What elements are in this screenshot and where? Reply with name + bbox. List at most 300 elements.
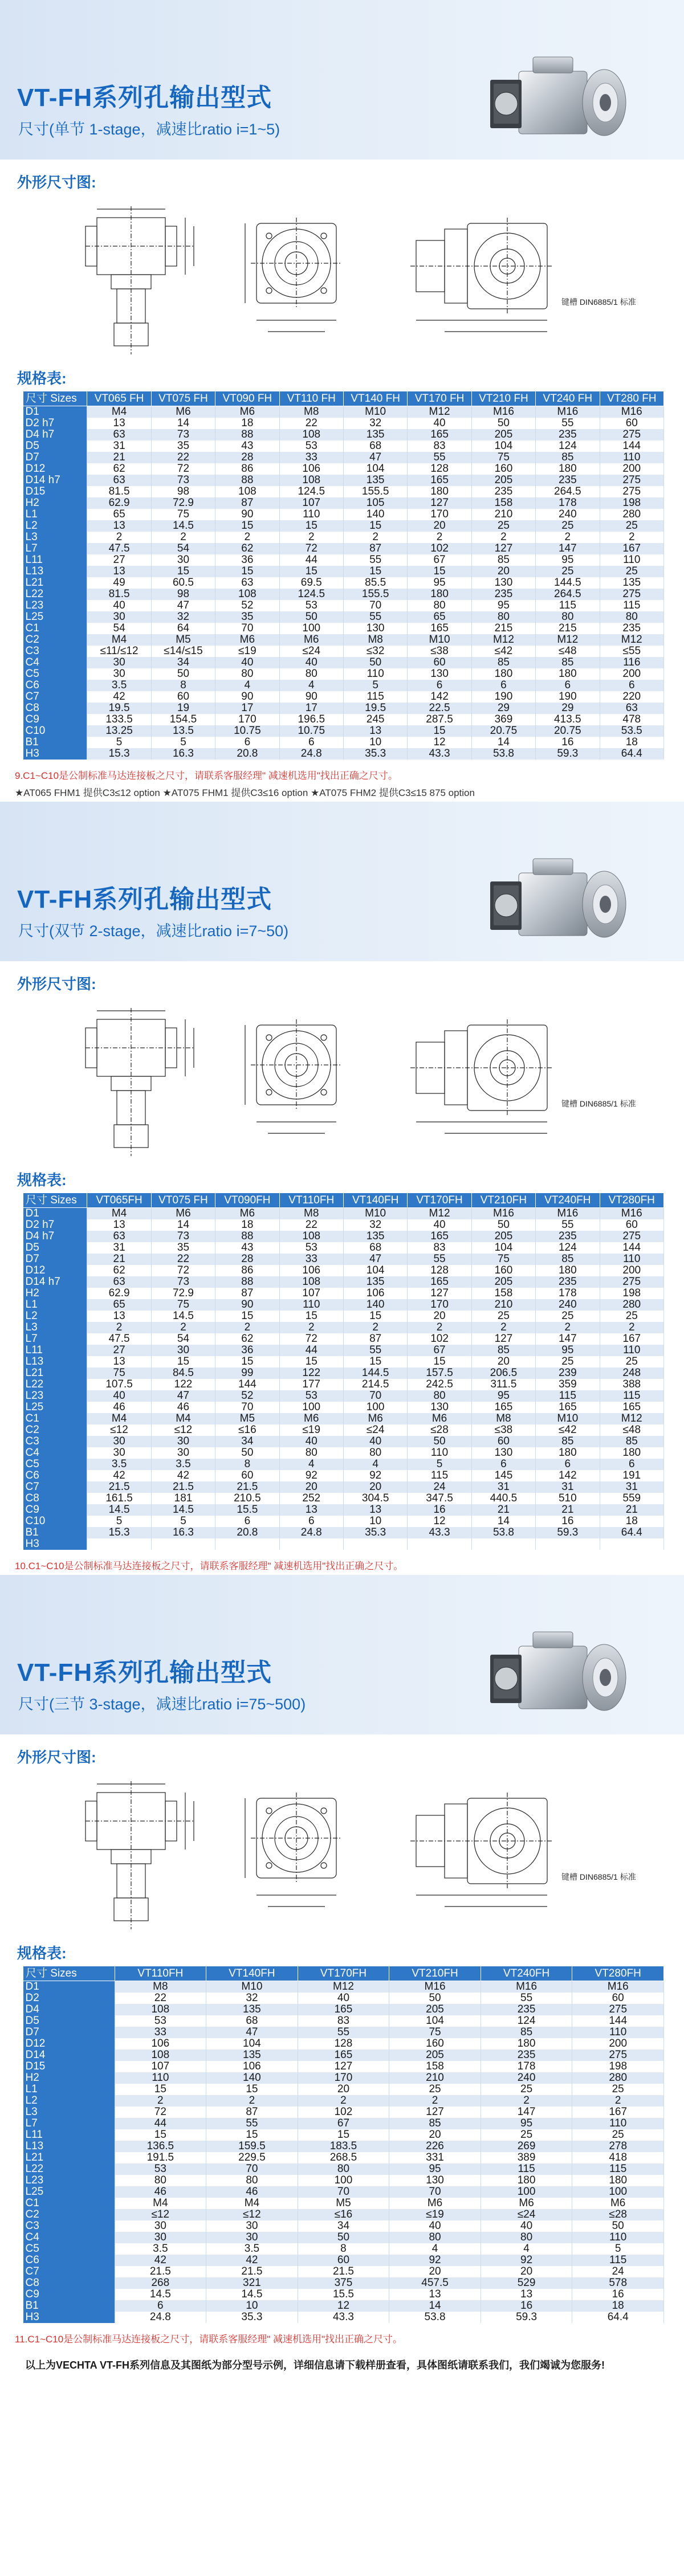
spec-table-header-row <box>23 1193 664 1208</box>
dimension-value-cell: 13 <box>87 1219 151 1231</box>
model-column-header: VT110 FH <box>279 391 343 406</box>
dimension-value-cell: M10 <box>343 1208 407 1220</box>
dimension-value-cell: 180 <box>481 2038 572 2050</box>
dimension-value-cell: 210.5 <box>215 1493 279 1504</box>
dimension-value-cell: ≤38 <box>471 1424 535 1436</box>
dimension-value-cell: 30 <box>87 657 151 668</box>
dimension-value-cell: 22.5 <box>408 703 471 714</box>
dimension-label-cell: L23 <box>23 600 87 611</box>
section-subtitle: 尺寸(三节 3-stage，减速比ratio i=75~500) <box>18 1696 306 1713</box>
dimension-value-cell <box>536 1538 600 1550</box>
dimension-label-cell: B1 <box>23 1527 87 1538</box>
dimension-label-cell: D7 <box>23 1254 87 1265</box>
dimension-value-cell: 6 <box>279 737 343 748</box>
dimension-value-cell: 30 <box>87 668 151 680</box>
dimension-value-cell: M4 <box>87 1413 151 1424</box>
spec-section-3 <box>0 1575 684 2348</box>
dimension-label-cell: D7 <box>23 2027 115 2038</box>
table-row <box>23 1470 664 1481</box>
dimension-value-cell: 158 <box>471 497 535 509</box>
table-row <box>23 1311 664 1322</box>
dimension-value-cell: 62 <box>215 543 279 554</box>
dimension-value-cell: 25 <box>572 2084 664 2095</box>
dimension-value-cell: 142 <box>408 691 471 703</box>
table-row <box>23 680 664 691</box>
dimension-value-cell: 159.5 <box>206 2141 298 2152</box>
dimension-value-cell: ≤19 <box>215 646 279 657</box>
dimension-value-cell: 2 <box>481 2095 572 2106</box>
dimension-value-cell: 31 <box>87 440 151 452</box>
dimension-value-cell: 140 <box>343 509 407 520</box>
table-row <box>23 2255 664 2266</box>
dimension-value-cell: 20.8 <box>215 748 279 760</box>
dimension-value-cell: 34 <box>298 2220 389 2232</box>
dimension-value-cell: M10 <box>536 1413 600 1424</box>
dimension-value-cell: 14.5 <box>151 520 215 532</box>
dimension-value-cell: 135 <box>206 2004 298 2015</box>
dimension-value-cell: 205 <box>471 1231 535 1242</box>
dimension-value-cell: 3.5 <box>87 1459 151 1470</box>
dimension-value-cell: 240 <box>536 509 600 520</box>
dimension-value-cell: 2 <box>389 2095 481 2106</box>
dimension-label-cell: C7 <box>23 691 87 703</box>
dimension-label-cell: C8 <box>23 2277 115 2289</box>
dimension-value-cell: 235 <box>471 589 535 600</box>
table-row <box>23 2072 664 2084</box>
dimension-value-cell: 32 <box>343 418 407 429</box>
dimension-value-cell: 25 <box>600 566 663 577</box>
dimension-value-cell: 127 <box>471 543 535 554</box>
dimension-value-cell: 3.5 <box>206 2243 298 2255</box>
dimension-label-cell: D4 h7 <box>23 429 87 440</box>
dimension-value-cell: 68 <box>343 1242 407 1254</box>
dimension-value-cell: 478 <box>600 714 663 725</box>
dimension-label-cell: C3 <box>23 646 87 657</box>
dimension-value-cell: 2 <box>151 532 215 543</box>
dimension-value-cell: 108 <box>215 486 279 497</box>
dimension-drawings <box>17 997 667 1167</box>
dimension-value-cell: 20 <box>279 1481 343 1493</box>
dimension-label-cell: L23 <box>23 2175 115 2186</box>
dimension-value-cell: 13 <box>481 2289 572 2300</box>
dimension-value-cell: 75 <box>471 452 535 463</box>
flange-front-view-drawing <box>239 1008 353 1150</box>
dimension-value-cell: 60.5 <box>151 577 215 589</box>
dimension-label-cell: H3 <box>23 748 87 760</box>
dimension-value-cell: 106 <box>343 1288 407 1299</box>
dimension-value-cell: 108 <box>215 589 279 600</box>
dimension-value-cell: 210 <box>471 509 535 520</box>
dimension-value-cell: 136.5 <box>115 2141 206 2152</box>
dimension-value-cell: 73 <box>151 429 215 440</box>
dimension-label-cell: L11 <box>23 2129 115 2141</box>
dimension-value-cell: 95 <box>471 600 535 611</box>
dimension-value-cell: 178 <box>536 497 600 509</box>
dimension-value-cell: 99 <box>215 1367 279 1379</box>
dimension-value-cell: 242.5 <box>408 1379 471 1390</box>
dimension-value-cell: 14.5 <box>206 2289 298 2300</box>
dimension-label-cell: C9 <box>23 714 87 725</box>
dimension-value-cell: 40 <box>343 1436 407 1447</box>
dimension-label-cell: C8 <box>23 703 87 714</box>
dimension-value-cell: 22 <box>151 452 215 463</box>
dimension-value-cell: 115 <box>600 1390 663 1402</box>
dimension-value-cell: 80 <box>343 1447 407 1459</box>
dimension-label-cell: C9 <box>23 2289 115 2300</box>
dimension-value-cell: 19.5 <box>87 703 151 714</box>
dimension-value-cell: 53 <box>279 1390 343 1402</box>
dimension-label-cell: C4 <box>23 2232 115 2243</box>
dimension-value-cell: 40 <box>279 1436 343 1447</box>
dimension-value-cell: 100 <box>279 623 343 634</box>
dimension-value-cell: 275 <box>572 2004 664 2015</box>
dimension-label-cell: L7 <box>23 1333 87 1345</box>
dimension-value-cell: 52 <box>215 1390 279 1402</box>
dimension-value-cell: 124 <box>536 440 600 452</box>
dimension-value-cell: 28 <box>215 452 279 463</box>
dimension-value-cell: 85 <box>471 657 535 668</box>
dimension-value-cell: 165 <box>408 1276 471 1288</box>
dimension-value-cell: 75 <box>389 2027 481 2038</box>
dimension-value-cell: M4 <box>87 406 151 418</box>
dimension-value-cell: 80 <box>408 1390 471 1402</box>
dimension-value-cell: 15 <box>298 2129 389 2141</box>
side-view-drawing <box>63 195 217 360</box>
dimension-label-cell: D2 h7 <box>23 418 87 429</box>
spec-note-text: ★AT065 FHM1 提供C3≤12 option ★AT075 FHM1 提供C3≤16 option ★AT075 FHM2 提供C3≤15 875 option <box>15 787 475 798</box>
dimension-value-cell: 264.5 <box>536 589 600 600</box>
table-row <box>23 725 664 737</box>
dimension-value-cell: 87 <box>215 497 279 509</box>
dimension-value-cell: 205 <box>471 429 535 440</box>
model-column-header: VT170 FH <box>408 391 471 406</box>
dimension-value-cell: 122 <box>279 1367 343 1379</box>
dimension-value-cell: 155.5 <box>343 486 407 497</box>
dimension-value-cell: 180 <box>408 486 471 497</box>
dimension-value-cell: 275 <box>600 486 663 497</box>
dimension-value-cell: M10 <box>206 1981 298 1993</box>
table-row <box>23 1356 664 1367</box>
dimension-value-cell: 19.5 <box>343 703 407 714</box>
dimension-label-cell: C5 <box>23 1459 87 1470</box>
table-row <box>23 2220 664 2232</box>
dimension-value-cell: 15 <box>151 566 215 577</box>
dimension-value-cell: 95 <box>389 2163 481 2175</box>
dimension-value-cell: 235 <box>471 486 535 497</box>
dimension-value-cell: 60 <box>408 657 471 668</box>
dimension-value-cell: 67 <box>408 1345 471 1356</box>
dimension-value-cell: 280 <box>572 2072 664 2084</box>
section-banner <box>0 1575 684 1734</box>
dimension-value-cell: 50 <box>343 657 407 668</box>
dimension-value-cell: 70 <box>215 623 279 634</box>
dimension-value-cell: 142 <box>536 1470 600 1481</box>
table-row <box>23 748 664 760</box>
dimension-value-cell: 53.8 <box>471 748 535 760</box>
table-row <box>23 418 664 429</box>
spec-note-text: 9.C1~C10是公制标准马达连接板之尺寸，请联系客服经理" 减速机选用"找出正确之尺寸。 <box>15 770 398 781</box>
drawing-heading: 外形尺寸图: <box>17 1749 96 1766</box>
dimension-value-cell: 180 <box>536 668 600 680</box>
dimension-value-cell: 6 <box>471 1459 535 1470</box>
dimension-value-cell: 235 <box>600 623 663 634</box>
table-row <box>23 2027 664 2038</box>
dimension-value-cell <box>471 1538 535 1550</box>
dimension-value-cell: 2 <box>408 532 471 543</box>
dimension-value-cell: 80 <box>389 2232 481 2243</box>
dimension-value-cell: 413.5 <box>536 714 600 725</box>
dimension-value-cell: 25 <box>389 2084 481 2095</box>
dimension-label-cell: D2 h7 <box>23 1219 87 1231</box>
dimension-label-cell: D14 h7 <box>23 1276 87 1288</box>
dimension-value-cell: 62.9 <box>87 1288 151 1299</box>
dimension-value-cell: 154.5 <box>151 714 215 725</box>
dimension-value-cell: 2 <box>600 1322 663 1333</box>
dimension-value-cell: 27 <box>87 1345 151 1356</box>
model-column-header: VT240FH <box>536 1193 600 1208</box>
table-row <box>23 2106 664 2118</box>
model-column-header: VT280FH <box>572 1966 664 1981</box>
section-banner <box>0 802 684 961</box>
dimension-label-cell: L21 <box>23 577 87 589</box>
dimension-label-cell: L21 <box>23 1367 87 1379</box>
dimension-value-cell: 81.5 <box>87 589 151 600</box>
table-row <box>23 463 664 475</box>
dimension-value-cell: 268.5 <box>298 2152 389 2163</box>
dimension-value-cell: 32 <box>151 611 215 623</box>
dimension-value-cell: 10.75 <box>279 725 343 737</box>
dimension-value-cell: 12 <box>298 2300 389 2312</box>
table-row <box>23 634 664 646</box>
dimension-value-cell: 275 <box>600 589 663 600</box>
dimension-value-cell: 54 <box>151 1333 215 1345</box>
dimension-value-cell: 14 <box>151 1219 215 1231</box>
dimension-value-cell: 50 <box>389 1993 481 2004</box>
dimension-label-cell: L21 <box>23 2152 115 2163</box>
dimension-value-cell: ≤12 <box>115 2209 206 2220</box>
dimension-value-cell: 14.5 <box>87 1504 151 1516</box>
dimension-value-cell: 62 <box>87 463 151 475</box>
dimension-value-cell: 80 <box>279 1447 343 1459</box>
dimension-value-cell: 80 <box>408 600 471 611</box>
dimension-value-cell: 180 <box>536 1447 600 1459</box>
dimension-value-cell: 10 <box>343 737 407 748</box>
spec-notes <box>0 2323 684 2348</box>
dimension-value-cell: M6 <box>151 406 215 418</box>
dimension-value-cell: 13 <box>343 725 407 737</box>
dimension-value-cell: M6 <box>215 1208 279 1220</box>
dimension-value-cell: 85 <box>471 554 535 566</box>
table-row <box>23 2198 664 2209</box>
dimension-value-cell: 110 <box>279 1299 343 1311</box>
table-row <box>23 1402 664 1413</box>
dimension-value-cell: 196.5 <box>279 714 343 725</box>
dimension-value-cell: 12 <box>408 737 471 748</box>
dimension-label-cell: C1 <box>23 623 87 634</box>
dimension-value-cell: 104 <box>389 2015 481 2027</box>
spec-heading: 规格表: <box>17 1171 67 1189</box>
section-title: VT-FH系列孔输出型式 <box>17 885 272 913</box>
dimension-value-cell: 375 <box>298 2277 389 2289</box>
dimension-value-cell: 128 <box>408 463 471 475</box>
dimension-value-cell <box>215 1538 279 1550</box>
flange-front-view-drawing <box>239 206 353 349</box>
dimension-value-cell: M6 <box>279 634 343 646</box>
dimension-value-cell: M6 <box>279 1413 343 1424</box>
dimension-value-cell: 46 <box>206 2186 298 2198</box>
table-row <box>23 1504 664 1516</box>
table-row <box>23 2277 664 2289</box>
dimension-value-cell: 280 <box>600 509 663 520</box>
dimension-value-cell: 85 <box>536 657 600 668</box>
dimension-value-cell: 165 <box>408 1231 471 1242</box>
dimension-value-cell: 167 <box>600 1333 663 1345</box>
dimension-value-cell: 104 <box>471 1242 535 1254</box>
dimension-value-cell: 72.9 <box>151 497 215 509</box>
spec-note-text: 11.C1~C10是公制标准马达连接板之尺寸，请联系客服经理" 减速机选用"找出正确之尺寸。 <box>15 2334 403 2345</box>
dimension-value-cell: 25 <box>536 1356 600 1367</box>
size-column-header: 尺寸 Sizes <box>23 391 87 406</box>
dimension-value-cell: 4 <box>343 1459 407 1470</box>
dimension-value-cell: 235 <box>536 475 600 486</box>
dimension-value-cell: 92 <box>279 1470 343 1481</box>
spec-notes <box>0 1550 684 1575</box>
dimension-value-cell: 5 <box>572 2243 664 2255</box>
dimension-value-cell: M16 <box>536 406 600 418</box>
dimension-value-cell: 55 <box>298 2027 389 2038</box>
dimension-value-cell: 269 <box>481 2141 572 2152</box>
dimension-value-cell: 275 <box>600 1276 663 1288</box>
dimension-value-cell: 205 <box>471 1276 535 1288</box>
dimension-value-cell: 25 <box>481 2129 572 2141</box>
dimension-value-cell: 55 <box>408 452 471 463</box>
spec-heading: 规格表: <box>17 370 67 387</box>
dimension-value-cell: 13 <box>87 1311 151 1322</box>
dimension-value-cell: 13 <box>343 1504 407 1516</box>
dimension-value-cell: 44 <box>115 2118 206 2129</box>
dimension-value-cell: 529 <box>481 2277 572 2289</box>
dimension-label-cell: L13 <box>23 2141 115 2152</box>
dimension-label-cell: B1 <box>23 737 87 748</box>
dimension-value-cell: 20 <box>389 2129 481 2141</box>
dimension-label-cell: C2 <box>23 2209 115 2220</box>
dimension-value-cell: ≤24 <box>481 2209 572 2220</box>
dimension-value-cell: 40 <box>389 2220 481 2232</box>
model-column-header: VT170FH <box>408 1193 471 1208</box>
size-column-header: 尺寸 Sizes <box>23 1193 87 1208</box>
dimension-value-cell: 86 <box>215 1265 279 1276</box>
model-column-header: VT210FH <box>471 1193 535 1208</box>
dimension-value-cell: 21 <box>87 1254 151 1265</box>
dimension-value-cell: 15 <box>115 2084 206 2095</box>
dimension-value-cell: 100 <box>279 1402 343 1413</box>
spec-heading: 规格表: <box>17 1945 67 1962</box>
dimension-value-cell: 198 <box>572 2061 664 2072</box>
dimension-value-cell: 191 <box>600 1470 663 1481</box>
dimension-value-cell: 2 <box>279 532 343 543</box>
dimension-label-cell: L23 <box>23 1390 87 1402</box>
dimension-label-cell: C4 <box>23 1447 87 1459</box>
dimension-value-cell: 5 <box>343 680 407 691</box>
dimension-value-cell: 115 <box>343 691 407 703</box>
table-row <box>23 2118 664 2129</box>
dimension-value-cell: M8 <box>115 1981 206 1993</box>
dimension-value-cell: 95 <box>536 554 600 566</box>
dimension-value-cell: 6 <box>600 1459 663 1470</box>
dimension-value-cell: 47 <box>343 1254 407 1265</box>
dimension-value-cell: M4 <box>151 1413 215 1424</box>
dimension-value-cell: 34 <box>151 657 215 668</box>
dimension-value-cell: 8 <box>151 680 215 691</box>
table-row <box>23 2038 664 2050</box>
dimension-value-cell: 215 <box>471 623 535 634</box>
dimension-value-cell: 35 <box>151 1242 215 1254</box>
dimension-value-cell: 50 <box>471 1219 535 1231</box>
dimension-value-cell: 13 <box>87 520 151 532</box>
flange-front-view-drawing <box>239 1781 353 1924</box>
dimension-value-cell: 2 <box>471 532 535 543</box>
dimension-value-cell: 33 <box>279 452 343 463</box>
table-row <box>23 611 664 623</box>
dimension-value-cell: 107 <box>279 497 343 509</box>
dimension-value-cell: ≤14/≤15 <box>151 646 215 657</box>
dimension-value-cell: 4 <box>215 680 279 691</box>
dimension-value-cell: 83 <box>408 440 471 452</box>
footer-note: 以上为VECHTA VT-FH系列信息及其图纸为部分型号示例，详细信息请下载样册查看，具体图纸请联系我们，我们竭诚为您服务! <box>25 2359 605 2371</box>
dimension-value-cell: 75 <box>151 509 215 520</box>
dimension-label-cell: L22 <box>23 589 87 600</box>
dimension-value-cell: 578 <box>572 2277 664 2289</box>
dimension-value-cell: 53.8 <box>389 2312 481 2323</box>
model-column-header: VT210FH <box>389 1966 481 1981</box>
dimension-value-cell: 16.3 <box>151 748 215 760</box>
dimension-value-cell: 60 <box>151 691 215 703</box>
dimension-value-cell: 177 <box>279 1379 343 1390</box>
dimension-value-cell: M16 <box>572 1981 664 1993</box>
dimension-value-cell: 21.5 <box>87 1481 151 1493</box>
dimension-value-cell: 85 <box>536 452 600 463</box>
dimension-value-cell: 14 <box>471 737 535 748</box>
dimension-value-cell: 35.3 <box>343 748 407 760</box>
dimension-value-cell: 359 <box>536 1379 600 1390</box>
dimension-value-cell: 60 <box>572 1993 664 2004</box>
dimension-value-cell: 160 <box>471 463 535 475</box>
dimension-value-cell: 180 <box>572 2175 664 2186</box>
dimension-value-cell: 2 <box>115 2095 206 2106</box>
dimension-drawings <box>17 195 667 366</box>
dimension-value-cell: 87 <box>343 1333 407 1345</box>
dimension-value-cell: 80 <box>481 2232 572 2243</box>
dimension-value-cell: 40 <box>481 2220 572 2232</box>
dimension-value-cell: 104 <box>343 463 407 475</box>
dimension-label-cell: C8 <box>23 1493 87 1504</box>
dimension-value-cell: 6 <box>115 2300 206 2312</box>
dimension-value-cell: 239 <box>536 1367 600 1379</box>
dimension-label-cell: L2 <box>23 2095 115 2106</box>
dimension-value-cell: 130 <box>389 2175 481 2186</box>
dimension-label-cell: D12 <box>23 1265 87 1276</box>
dimension-value-cell: 20 <box>471 566 535 577</box>
dimension-value-cell: M16 <box>389 1981 481 1993</box>
dimension-value-cell: 165 <box>408 429 471 440</box>
dimension-value-cell: 33 <box>115 2027 206 2038</box>
dimension-value-cell: 275 <box>600 475 663 486</box>
table-row <box>23 1390 664 1402</box>
dimension-value-cell: 64.4 <box>600 748 663 760</box>
dimension-value-cell: 104 <box>206 2038 298 2050</box>
dimension-value-cell: 2 <box>206 2095 298 2106</box>
dimension-value-cell: 63 <box>87 1231 151 1242</box>
